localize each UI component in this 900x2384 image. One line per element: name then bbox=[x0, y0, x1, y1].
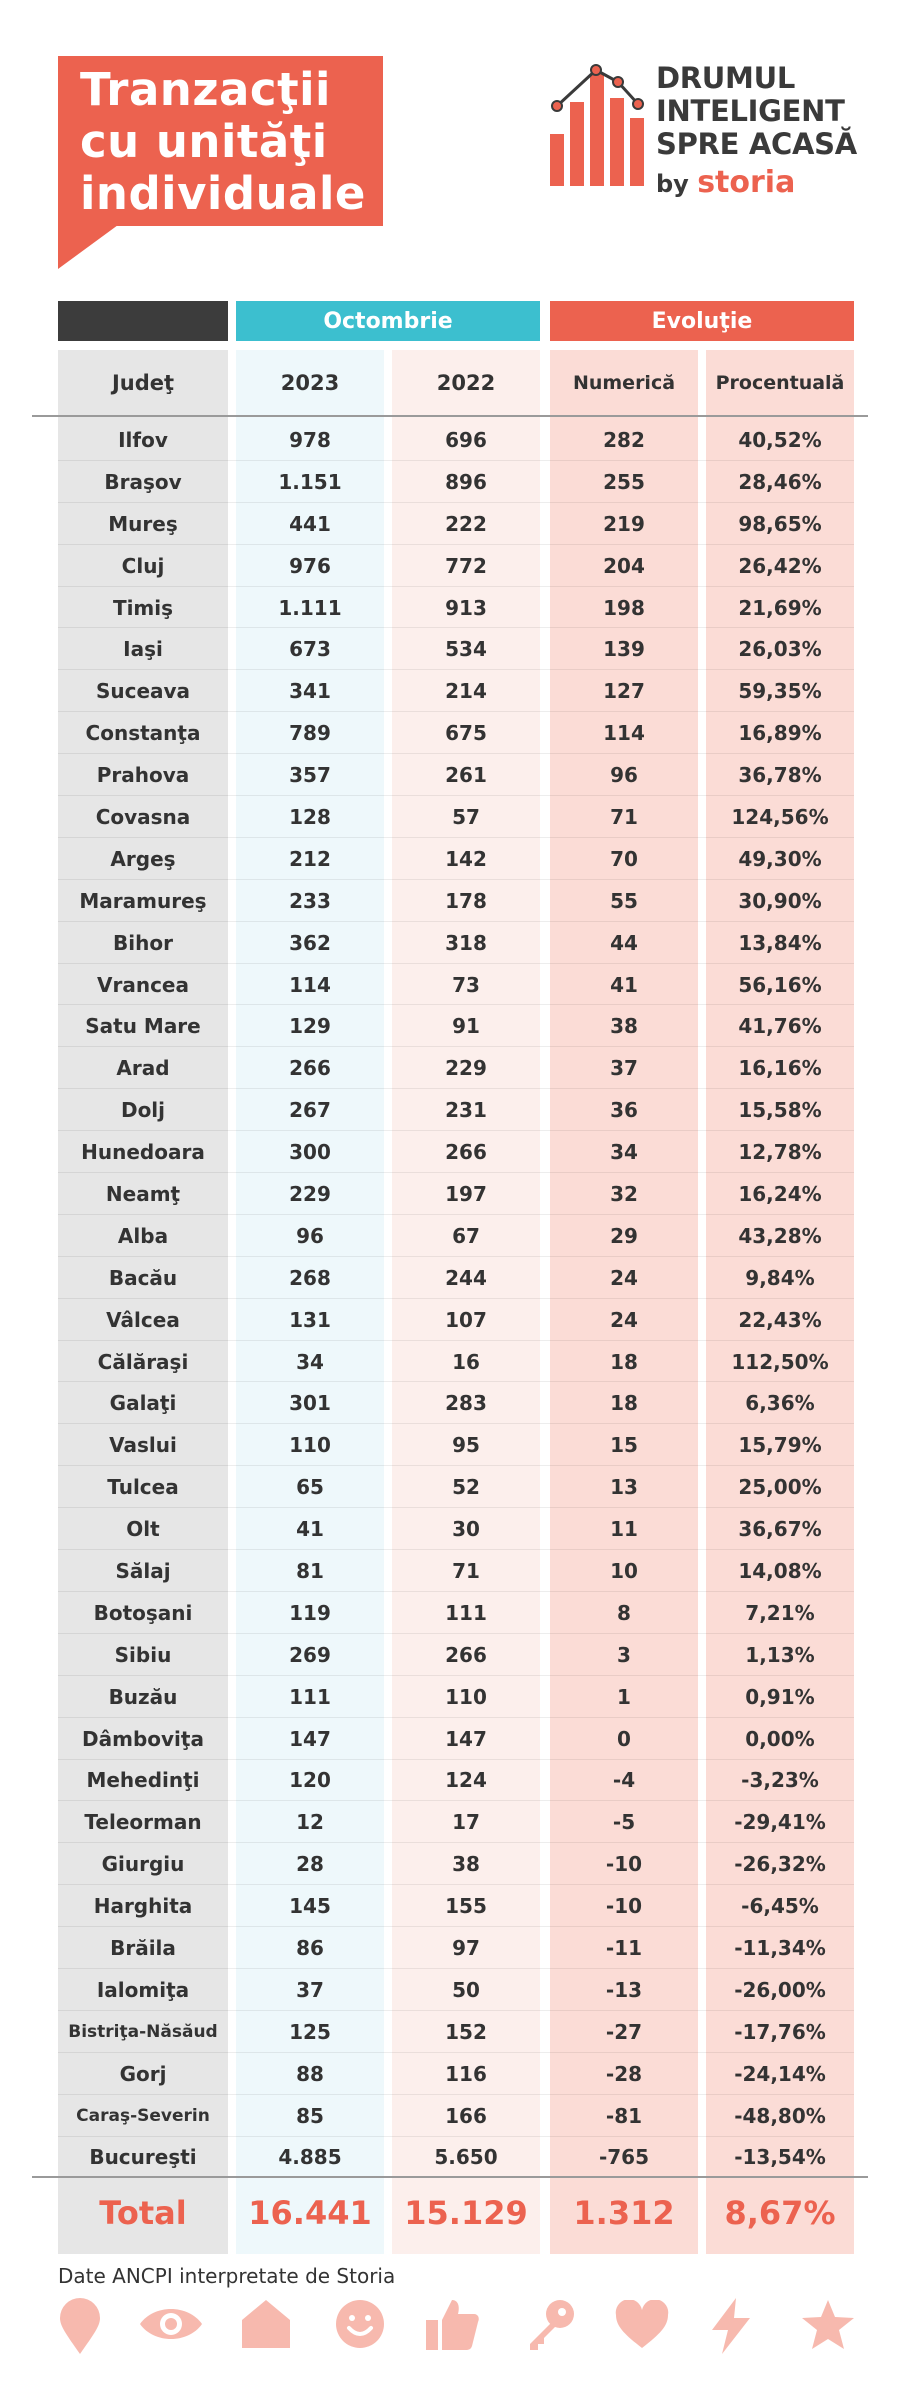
cell-2023: 12 bbox=[296, 1810, 324, 1835]
cell-2022: 38 bbox=[452, 1852, 480, 1877]
cell-2023: 120 bbox=[289, 1768, 331, 1793]
cell-judet: Constanţa bbox=[85, 721, 201, 746]
cell-numerica: 32 bbox=[610, 1181, 638, 1206]
title-line-1: Tranzacţii bbox=[80, 63, 331, 116]
cell-procentuala: -24,14% bbox=[734, 2061, 826, 2086]
cell-2022: 95 bbox=[452, 1433, 480, 1458]
cell-2022: 231 bbox=[445, 1098, 487, 1123]
cell-procentuala: 36,78% bbox=[738, 763, 822, 788]
cell-2023: 111 bbox=[289, 1684, 331, 1709]
cell-numerica: -10 bbox=[605, 1894, 643, 1919]
cell-judet: Harghita bbox=[93, 1894, 193, 1919]
total-procentuala: 8,67% bbox=[724, 2194, 836, 2232]
cell-numerica: 41 bbox=[610, 972, 638, 997]
cell-2023: 233 bbox=[289, 888, 331, 913]
cell-procentuala: 0,91% bbox=[745, 1684, 815, 1709]
logo-brand: storia bbox=[697, 165, 796, 200]
cell-2023: 81 bbox=[296, 1558, 324, 1583]
cell-numerica: -11 bbox=[605, 1936, 643, 1960]
source-note: Date ANCPI interpretate de Storia bbox=[58, 2264, 396, 2288]
heart-icon bbox=[614, 2300, 670, 2350]
table-row bbox=[0, 1508, 900, 1550]
table-row bbox=[0, 628, 900, 670]
cell-2023: 125 bbox=[289, 2019, 331, 2044]
cell-numerica: 219 bbox=[603, 511, 645, 536]
eye-icon bbox=[138, 2302, 204, 2346]
table-row bbox=[0, 1047, 900, 1089]
cell-procentuala: 59,35% bbox=[738, 679, 822, 704]
cell-2023: 1.151 bbox=[278, 469, 342, 494]
cell-numerica: 198 bbox=[603, 595, 645, 620]
table-row bbox=[0, 1927, 900, 1969]
cell-2022: 50 bbox=[452, 1977, 480, 2002]
cell-judet: Timiş bbox=[112, 595, 174, 620]
cell-numerica: -765 bbox=[598, 2145, 650, 2170]
cell-judet: Giurgiu bbox=[101, 1852, 185, 1877]
cell-2022: 17 bbox=[452, 1810, 480, 1835]
cell-procentuala: 25,00% bbox=[738, 1475, 822, 1500]
cell-judet: Tulcea bbox=[107, 1475, 179, 1500]
cell-2022: 166 bbox=[445, 2103, 487, 2128]
cell-judet: Gorj bbox=[119, 2061, 167, 2086]
cell-procentuala: -48,80% bbox=[734, 2103, 826, 2128]
cell-numerica: 255 bbox=[603, 469, 645, 494]
logo bbox=[548, 61, 858, 200]
cell-procentuala: 14,08% bbox=[738, 1558, 822, 1583]
cell-2023: 131 bbox=[289, 1307, 331, 1332]
column-header-procentuala: Procentuală bbox=[715, 372, 845, 394]
cell-procentuala: -13,54% bbox=[734, 2145, 826, 2170]
table-row bbox=[0, 1676, 900, 1718]
cell-2022: 696 bbox=[445, 427, 487, 452]
table-row bbox=[0, 1215, 900, 1257]
location-pin-icon bbox=[58, 2296, 102, 2356]
cell-procentuala: 49,30% bbox=[738, 846, 822, 871]
table-row bbox=[0, 1466, 900, 1508]
cell-2023: 301 bbox=[289, 1391, 331, 1416]
cell-numerica: 11 bbox=[610, 1517, 638, 1542]
logo-by bbox=[656, 165, 857, 200]
table-row bbox=[0, 1843, 900, 1885]
cell-judet: Satu Mare bbox=[85, 1014, 201, 1039]
cell-judet: Vaslui bbox=[109, 1433, 177, 1458]
header-bar-octombrie: Octombrie bbox=[236, 301, 540, 341]
cell-judet: Buzău bbox=[108, 1684, 178, 1709]
cell-judet: Galaţi bbox=[109, 1391, 177, 1416]
cell-numerica: 36 bbox=[610, 1098, 638, 1123]
cell-2022: 142 bbox=[445, 846, 487, 871]
cell-procentuala: 13,84% bbox=[738, 930, 822, 955]
column-header-numerica: Numerică bbox=[572, 372, 676, 394]
cell-procentuala: 7,21% bbox=[745, 1600, 815, 1625]
cell-procentuala: 21,69% bbox=[738, 595, 822, 620]
cell-numerica: 71 bbox=[610, 804, 638, 829]
cell-numerica: 282 bbox=[603, 427, 645, 452]
cell-2022: 155 bbox=[445, 1894, 487, 1919]
table-row bbox=[0, 712, 900, 754]
cell-numerica: 13 bbox=[610, 1475, 638, 1500]
cell-procentuala: 56,16% bbox=[738, 972, 822, 997]
table-row bbox=[0, 922, 900, 964]
cell-numerica: 18 bbox=[610, 1391, 638, 1416]
cell-numerica: 37 bbox=[610, 1056, 638, 1081]
cell-numerica: -4 bbox=[612, 1768, 636, 1793]
table-row bbox=[0, 1424, 900, 1466]
cell-numerica: 44 bbox=[610, 930, 638, 955]
table-row bbox=[0, 1718, 900, 1760]
cell-2023: 114 bbox=[289, 972, 331, 997]
cell-procentuala: 43,28% bbox=[738, 1223, 822, 1248]
cell-judet: Brăila bbox=[110, 1936, 176, 1960]
cell-2022: 534 bbox=[445, 637, 487, 662]
table-row bbox=[0, 1592, 900, 1634]
cell-numerica: 70 bbox=[610, 846, 638, 871]
title-line-3: individuale bbox=[80, 167, 366, 220]
cell-procentuala: -6,45% bbox=[741, 1894, 819, 1919]
cell-2022: 913 bbox=[445, 595, 487, 620]
cell-2023: 4.885 bbox=[278, 2145, 342, 2170]
cell-2022: 67 bbox=[452, 1223, 480, 1248]
cell-judet: Olt bbox=[126, 1517, 160, 1542]
table-row bbox=[0, 1299, 900, 1341]
cell-2023: 269 bbox=[289, 1642, 331, 1667]
cell-numerica: 24 bbox=[610, 1307, 638, 1332]
cell-procentuala: 9,84% bbox=[745, 1265, 815, 1290]
table-row bbox=[0, 2053, 900, 2095]
cell-2023: 128 bbox=[289, 804, 331, 829]
cell-2022: 261 bbox=[445, 763, 487, 788]
table-row bbox=[0, 1382, 900, 1424]
cell-procentuala: 16,24% bbox=[738, 1181, 822, 1206]
cell-judet: Suceava bbox=[95, 679, 191, 704]
cell-2023: 85 bbox=[296, 2103, 324, 2128]
cell-2022: 91 bbox=[452, 1014, 480, 1039]
cell-judet: Vâlcea bbox=[106, 1307, 180, 1332]
cell-2022: 152 bbox=[445, 2019, 487, 2044]
table-row bbox=[0, 1885, 900, 1927]
cell-2023: 88 bbox=[296, 2061, 324, 2086]
cell-2022: 197 bbox=[445, 1181, 487, 1206]
cell-2022: 116 bbox=[445, 2061, 487, 2086]
cell-2023: 267 bbox=[289, 1098, 331, 1123]
smiley-icon bbox=[334, 2298, 386, 2350]
table-row bbox=[0, 545, 900, 587]
cell-2023: 37 bbox=[296, 1977, 324, 2002]
cell-2022: 222 bbox=[445, 511, 487, 536]
cell-procentuala: 16,89% bbox=[738, 721, 822, 746]
cell-procentuala: 15,58% bbox=[738, 1098, 822, 1123]
table-row bbox=[0, 1634, 900, 1676]
table-row bbox=[0, 1257, 900, 1299]
header-bar-evolutie: Evoluţie bbox=[550, 301, 854, 341]
cell-judet: Neamţ bbox=[105, 1181, 181, 1206]
house-icon bbox=[240, 2298, 292, 2350]
lightning-icon bbox=[708, 2296, 754, 2356]
table-row bbox=[0, 587, 900, 629]
cell-2022: 244 bbox=[445, 1265, 487, 1290]
cell-numerica: 29 bbox=[610, 1223, 638, 1248]
cell-procentuala: 36,67% bbox=[738, 1517, 822, 1542]
cell-2022: 266 bbox=[445, 1642, 487, 1667]
table-row bbox=[0, 1341, 900, 1383]
cell-2023: 357 bbox=[289, 763, 331, 788]
cell-numerica: -10 bbox=[605, 1852, 643, 1877]
table-row bbox=[0, 1550, 900, 1592]
table-row bbox=[0, 838, 900, 880]
cell-procentuala: 40,52% bbox=[738, 427, 822, 452]
table-row bbox=[0, 796, 900, 838]
cell-2023: 268 bbox=[289, 1265, 331, 1290]
cell-2022: 214 bbox=[445, 679, 487, 704]
cell-2023: 212 bbox=[289, 846, 331, 871]
cell-procentuala: -26,32% bbox=[734, 1852, 826, 1877]
thumbs-up-icon bbox=[424, 2296, 480, 2352]
cell-procentuala: 1,13% bbox=[745, 1642, 815, 1667]
cell-2022: 110 bbox=[445, 1684, 487, 1709]
cell-procentuala: -17,76% bbox=[734, 2019, 826, 2044]
table-row bbox=[0, 1760, 900, 1802]
cell-2023: 266 bbox=[289, 1056, 331, 1081]
cell-numerica: 55 bbox=[610, 888, 638, 913]
logo-by-word: by bbox=[656, 170, 689, 198]
total-numerica: 1.312 bbox=[573, 2194, 675, 2232]
total-2022: 15.129 bbox=[404, 2194, 528, 2232]
cell-2023: 147 bbox=[289, 1726, 331, 1751]
header-bar-blank bbox=[58, 301, 228, 341]
table-row bbox=[0, 503, 900, 545]
cell-judet: Botoşani bbox=[93, 1600, 193, 1625]
cell-numerica: 18 bbox=[610, 1349, 638, 1374]
cell-2022: 283 bbox=[445, 1391, 487, 1416]
cell-numerica: -81 bbox=[605, 2103, 643, 2128]
table-row bbox=[0, 419, 900, 461]
footer-icons bbox=[58, 2296, 858, 2366]
cell-judet: Vrancea bbox=[97, 972, 189, 997]
cell-judet: Alba bbox=[117, 1223, 169, 1248]
cell-2023: 129 bbox=[289, 1014, 331, 1039]
cell-2023: 229 bbox=[289, 1181, 331, 1206]
cell-judet: Prahova bbox=[96, 763, 190, 788]
cell-2022: 52 bbox=[452, 1475, 480, 1500]
table-row bbox=[0, 670, 900, 712]
cell-procentuala: 124,56% bbox=[731, 804, 829, 829]
table-row bbox=[0, 880, 900, 922]
cell-2022: 107 bbox=[445, 1307, 487, 1332]
cell-numerica: 139 bbox=[603, 637, 645, 662]
column-header-2022: 2022 bbox=[436, 371, 496, 395]
data-table bbox=[0, 419, 900, 2178]
table-row bbox=[0, 1005, 900, 1047]
cell-procentuala: -3,23% bbox=[741, 1768, 819, 1793]
star-icon bbox=[800, 2298, 856, 2352]
cell-numerica: 34 bbox=[610, 1140, 638, 1165]
cell-2022: 97 bbox=[452, 1936, 480, 1960]
cell-judet: Dâmboviţa bbox=[82, 1726, 204, 1751]
cell-procentuala: 16,16% bbox=[738, 1056, 822, 1081]
table-row bbox=[0, 754, 900, 796]
cell-numerica: -28 bbox=[605, 2061, 643, 2086]
title-banner-tail bbox=[58, 225, 118, 269]
cell-2022: 124 bbox=[445, 1768, 487, 1793]
cell-numerica: 127 bbox=[603, 679, 645, 704]
cell-judet: Cluj bbox=[121, 553, 165, 578]
cell-2022: 266 bbox=[445, 1140, 487, 1165]
cell-2023: 976 bbox=[289, 553, 331, 578]
column-header-judet: Judeţ bbox=[111, 371, 175, 395]
cell-procentuala: 98,65% bbox=[738, 511, 822, 536]
cell-procentuala: 28,46% bbox=[738, 469, 822, 494]
cell-judet: Arad bbox=[116, 1056, 170, 1081]
cell-procentuala: 0,00% bbox=[745, 1726, 815, 1751]
cell-2023: 673 bbox=[289, 637, 331, 662]
cell-procentuala: 26,03% bbox=[738, 637, 822, 662]
cell-numerica: 114 bbox=[603, 721, 645, 746]
cell-2022: 5.650 bbox=[434, 2145, 498, 2170]
cell-numerica: -13 bbox=[605, 1977, 643, 2002]
total-2023: 16.441 bbox=[248, 2194, 372, 2232]
cell-judet: Bihor bbox=[113, 930, 173, 955]
cell-2023: 96 bbox=[296, 1223, 324, 1248]
table-row bbox=[0, 2137, 900, 2179]
cell-numerica: 204 bbox=[603, 553, 645, 578]
cell-judet: Ialomiţa bbox=[96, 1977, 190, 2002]
cell-numerica: 8 bbox=[617, 1600, 631, 1625]
title-banner bbox=[58, 56, 383, 226]
cell-2023: 300 bbox=[289, 1140, 331, 1165]
cell-judet: Mureş bbox=[108, 511, 178, 536]
cell-2022: 16 bbox=[452, 1349, 480, 1374]
column-header-2023: 2023 bbox=[280, 371, 340, 395]
cell-judet: Hunedoara bbox=[81, 1140, 205, 1165]
logo-line-3: SPRE ACASĂ bbox=[656, 127, 857, 161]
cell-2023: 41 bbox=[296, 1517, 324, 1542]
cell-2022: 30 bbox=[452, 1517, 480, 1542]
logo-line-1: DRUMUL bbox=[656, 61, 796, 95]
cell-procentuala: -26,00% bbox=[734, 1977, 826, 2002]
cell-numerica: 24 bbox=[610, 1265, 638, 1290]
key-icon bbox=[524, 2298, 576, 2352]
cell-procentuala: 30,90% bbox=[738, 888, 822, 913]
cell-judet: Bistriţa-Năsăud bbox=[68, 2021, 218, 2042]
cell-2023: 145 bbox=[289, 1894, 331, 1919]
cell-2022: 896 bbox=[445, 469, 487, 494]
cell-procentuala: -11,34% bbox=[734, 1936, 826, 1960]
cell-2022: 71 bbox=[452, 1558, 480, 1583]
cell-judet: Bucureşti bbox=[89, 2145, 197, 2170]
cell-2022: 772 bbox=[445, 553, 487, 578]
cell-procentuala: 22,43% bbox=[738, 1307, 822, 1332]
table-row bbox=[0, 461, 900, 503]
cell-numerica: 10 bbox=[610, 1558, 638, 1583]
cell-procentuala: 15,79% bbox=[738, 1433, 822, 1458]
logo-text bbox=[656, 62, 857, 200]
cell-numerica: -27 bbox=[605, 2019, 643, 2044]
total-divider bbox=[32, 2176, 868, 2178]
table-row bbox=[0, 1089, 900, 1131]
cell-procentuala: 41,76% bbox=[738, 1014, 822, 1039]
cell-2023: 34 bbox=[296, 1349, 324, 1374]
cell-judet: Caraş-Severin bbox=[76, 2105, 210, 2126]
cell-2023: 441 bbox=[289, 511, 331, 536]
cell-numerica: 15 bbox=[610, 1433, 638, 1458]
cell-2022: 57 bbox=[452, 804, 480, 829]
cell-numerica: 1 bbox=[617, 1684, 631, 1709]
cell-procentuala: 26,42% bbox=[738, 553, 822, 578]
cell-judet: Iaşi bbox=[123, 637, 163, 662]
cell-2023: 341 bbox=[289, 679, 331, 704]
table-row bbox=[0, 1969, 900, 2011]
cell-numerica: -5 bbox=[612, 1810, 636, 1835]
cell-judet: Braşov bbox=[104, 469, 182, 494]
cell-2023: 86 bbox=[296, 1936, 324, 1960]
cell-2023: 1.111 bbox=[278, 595, 342, 620]
cell-judet: Bacău bbox=[108, 1265, 178, 1290]
table-row bbox=[0, 1801, 900, 1843]
bar-chart-house-icon bbox=[548, 62, 648, 192]
logo-line-2: INTELIGENT bbox=[656, 94, 845, 128]
cell-judet: Sălaj bbox=[115, 1558, 171, 1583]
cell-numerica: 3 bbox=[617, 1642, 631, 1667]
cell-judet: Teleorman bbox=[84, 1810, 202, 1835]
cell-procentuala: 6,36% bbox=[745, 1391, 815, 1416]
cell-2022: 318 bbox=[445, 930, 487, 955]
title-line-2: cu unităţi bbox=[80, 115, 328, 168]
cell-numerica: 96 bbox=[610, 763, 638, 788]
cell-procentuala: -29,41% bbox=[734, 1810, 826, 1835]
table-row bbox=[0, 964, 900, 1006]
header-divider bbox=[32, 415, 868, 417]
cell-2023: 789 bbox=[289, 721, 331, 746]
cell-judet: Dolj bbox=[120, 1098, 166, 1123]
table-row bbox=[0, 2011, 900, 2053]
total-label: Total bbox=[99, 2194, 187, 2232]
cell-2023: 362 bbox=[289, 930, 331, 955]
cell-2023: 119 bbox=[289, 1600, 331, 1625]
cell-judet: Ilfov bbox=[118, 427, 168, 452]
table-row bbox=[0, 2095, 900, 2137]
table-row bbox=[0, 1131, 900, 1173]
cell-2023: 65 bbox=[296, 1475, 324, 1500]
cell-judet: Sibiu bbox=[114, 1642, 172, 1667]
cell-2022: 111 bbox=[445, 1600, 487, 1625]
cell-judet: Covasna bbox=[95, 804, 191, 829]
cell-procentuala: 112,50% bbox=[731, 1349, 829, 1374]
table-row bbox=[0, 1173, 900, 1215]
cell-2022: 178 bbox=[445, 888, 487, 913]
cell-judet: Mehedinţi bbox=[86, 1768, 200, 1793]
cell-judet: Călăraşi bbox=[97, 1349, 189, 1374]
cell-numerica: 0 bbox=[617, 1726, 631, 1751]
cell-procentuala: 12,78% bbox=[738, 1140, 822, 1165]
cell-2022: 675 bbox=[445, 721, 487, 746]
cell-numerica: 38 bbox=[610, 1014, 638, 1039]
cell-judet: Maramureş bbox=[79, 888, 207, 913]
cell-2023: 978 bbox=[289, 427, 331, 452]
cell-2022: 73 bbox=[452, 972, 480, 997]
cell-judet: Argeş bbox=[110, 846, 176, 871]
cell-2022: 147 bbox=[445, 1726, 487, 1751]
cell-2023: 28 bbox=[296, 1852, 324, 1877]
cell-2023: 110 bbox=[289, 1433, 331, 1458]
cell-2022: 229 bbox=[445, 1056, 487, 1081]
